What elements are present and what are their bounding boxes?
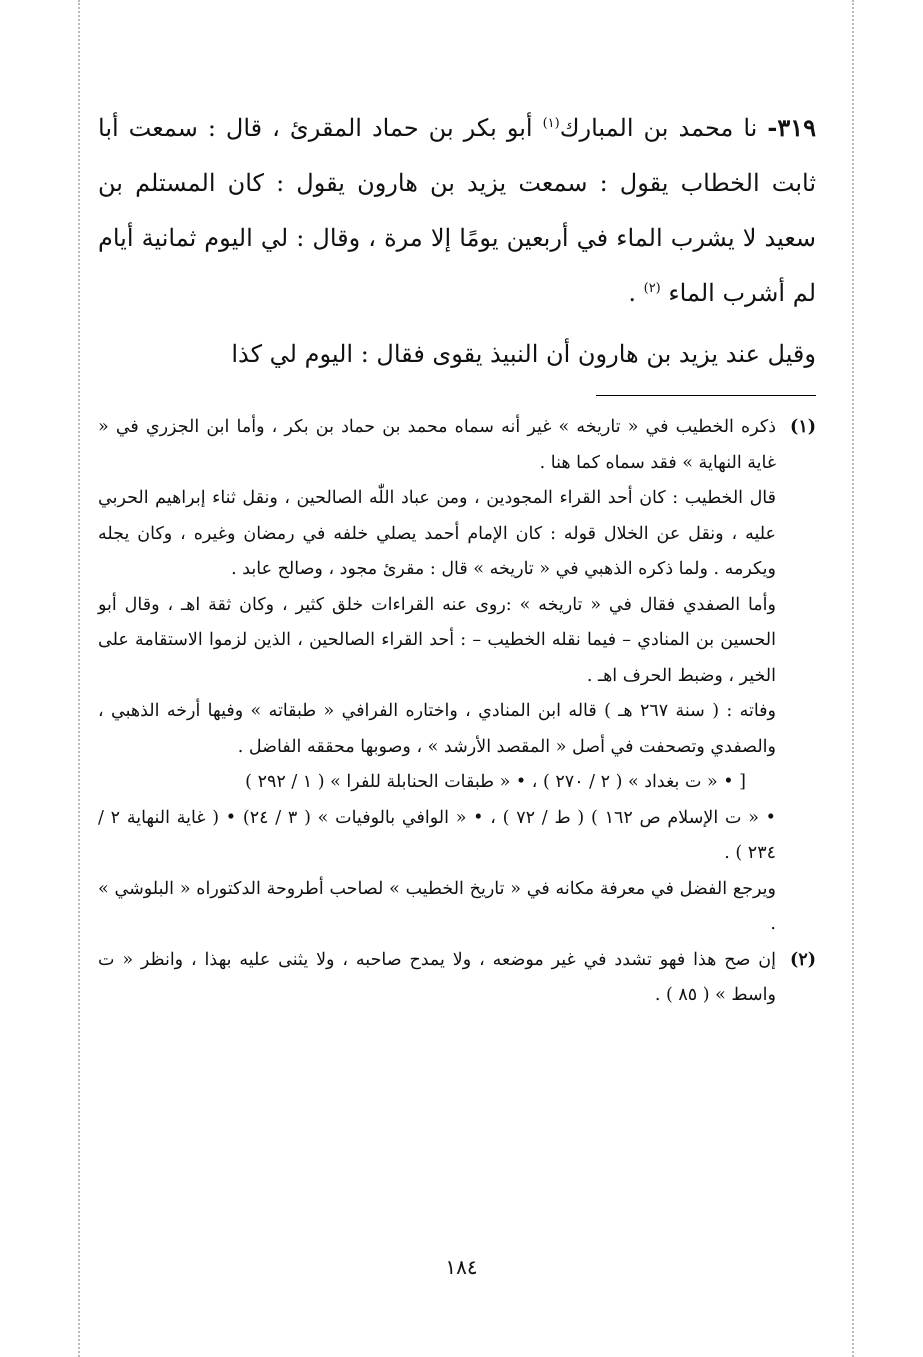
footnote-2-label: (٢) [790,949,816,970]
page-number: ١٨٤ [445,1255,478,1279]
scan-margin-line-right [852,0,854,1357]
footnote-1-sources-1: [ • « ت بغداد » ( ٢ / ٢٧٠ ) ، • « طبقات الحنابلة للفرا » ( ١ / ٢٩٢ ) [245,772,746,792]
footnote-1-paragraph-2: قال الخطيب : كان أحد القراء المجودين ، ومن عباد اللّٰه الصالحين ، ونقل ثناء إبراهيم الحربي عليه ، ونقل عن الخلال قوله : كان الإمام أحمد يصلي خلفه في رمضان وغيره ، وكان يجله ويكرمه . ولما ذكره الذهبي في « تاريخه » قال : مقرئ مجود ، وصالح عابد . [98,488,776,579]
footnote-marker-2: (٢) [643,281,661,296]
scan-margin-line-left [78,0,80,1357]
entry-text: نا محمد بن المبارك [559,114,758,142]
footnote-1-text: ذكره الخطيب في « تاريخه » غير أنه سماه محمد بن حماد بن بكر ، وأما ابن الجزري في « غاية النهاية » فقد سماه كما هنا . [98,417,776,473]
entry-text-end: . [628,279,636,307]
entry-text-continued: أبو بكر بن حماد المقرئ ، قال : سمعت أبا ثابت الخطاب يقول : سمعت يزيد بن هارون يقول : كان المستلم بن سعيد لا يشرب الماء في أربعين يومًا إلا مرة ، وقال : لي اليوم ثمانية أيام لم أشرب الماء [98,114,816,307]
footnote-2-text: إن صح هذا فهو تشدد في غير موضعه ، ولا يمدح صاحبه ، ولا يثنى عليه بهذا ، وانظر « ت واسط » ( ٨٥ ) . [98,949,776,1005]
entry-paragraph [98,100,816,321]
footnote-1-paragraph-3: وأما الصفدي فقال في « تاريخه » :روى عنه القراءات خلق كثير ، وكان ثقة اهـ ، وقال أبو الحسين بن المنادي – فيما نقله الخطيب – : أحد القراء الصالحين ، الذين لزموا الاستقامة على الخير ، وضبط الحرف اهـ . [98,594,776,686]
footnote-1-paragraph-4: وفاته : ( سنة ٢٦٧ هـ ) قاله ابن المنادي ، واختاره الفرافي « طبقاته » وفيها أرخه الذهبي ، والصفدي وتصحفت في أصل « المقصد الأرشد » ، وصوبها محققه الفاضل . [98,701,777,757]
footnote-1-sources-2: • « ت الإسلام ص ١٦٢ ) ( ط / ٧٢ ) ، • « الوافي بالوفيات » ( ٣ / ٢٤) • ( غاية النهاية ٢ / ٢٣٤ ) . [98,807,776,863]
footnote-1-label: (١) [790,417,816,437]
footnote-1 [98,410,816,481]
main-text [98,100,816,382]
entry-number: ٣١٩- [767,113,816,142]
footnote-1-paragraph-7: ويرجع الفضل في معرفة مكانه في « تاريخ الخطيب » لصاحب أطروحة الدكتوراه « البلوشي » . [98,878,776,934]
footnote-separator [596,395,816,396]
footnote-2 [98,943,816,1014]
second-paragraph: وقيل عند يزيد بن هارون أن النبيذ يقوى فقال : اليوم لي كذا [231,340,816,368]
footnotes [98,410,816,1014]
footnote-marker-1: (١) [542,116,560,131]
